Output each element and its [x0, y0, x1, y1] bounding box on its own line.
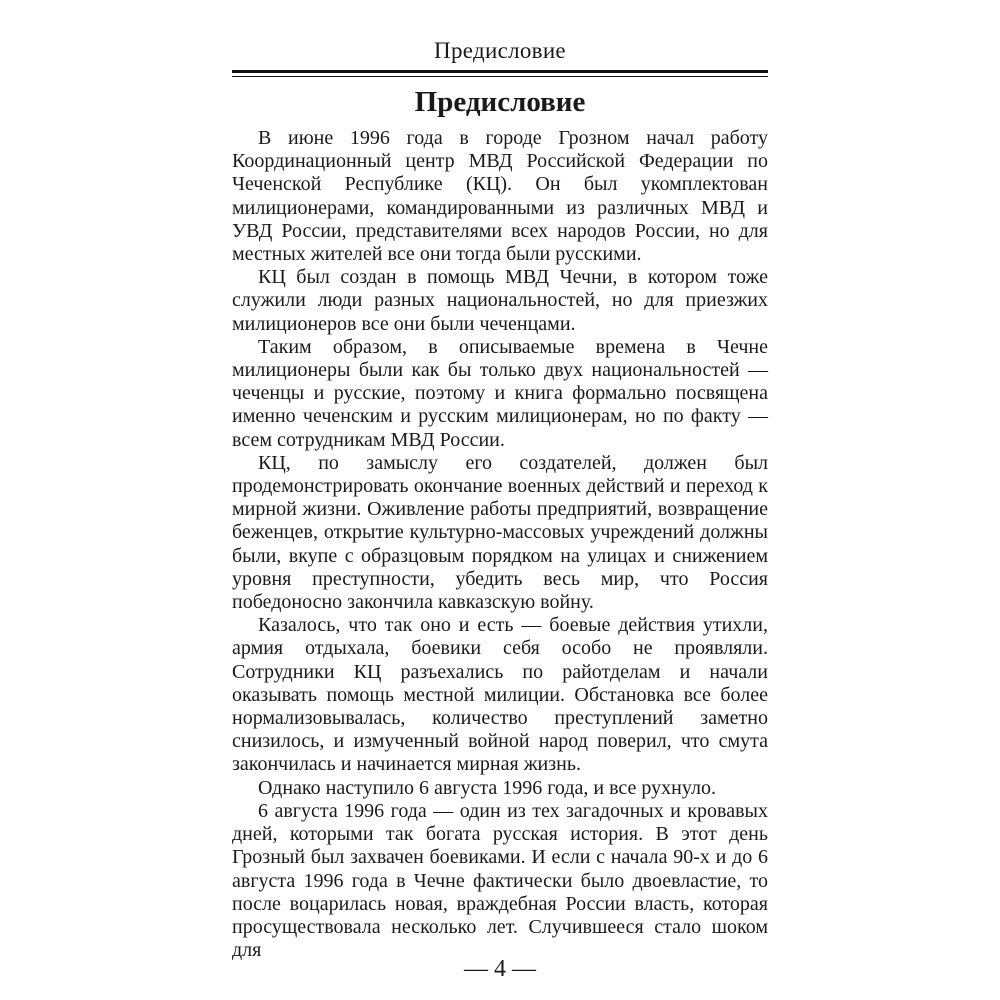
- paragraph: КЦ, по замыслу его создателей, должен был продемонстрировать окончание военных действий и переход к мирной жизни. Оживление работы предприятий, возвращение беженцев, открытие культурно-массовых учреждений должны были, вкупе с образцовым порядком на улицах и снижением уровня преступности, убедить весь мир, что Россия победоносно закончила кавказскую войну.: [232, 451, 768, 614]
- paragraph: КЦ был создан в помощь МВД Чечни, в котором тоже служили люди разных национальностей, но для приезжих милиционеров все они были чеченцами.: [232, 266, 768, 335]
- paragraph: Таким образом, в описываемые времена в Чечне милиционеры были как бы только двух национальностей — чеченцы и русские, поэтому и книга формально посвящена именно чеченским и русским милиционерам, но по факту — всем сотрудникам МВД России.: [232, 335, 768, 451]
- running-head: Предисловие: [434, 38, 566, 63]
- header-rule-thin: [232, 76, 768, 77]
- paragraph: Казалось, что так оно и есть — боевые действия утихли, армия отдыхала, боевики себя особо не проявляли. Сотрудники КЦ разъехались по райотделам и начали оказывать помощь местной милиции. Обстановка все более нормализовывалась, количество преступлений заметно снизилось, и измученный войной народ поверил, что смута закончилась и начинается мирная жизнь.: [232, 614, 768, 776]
- page-number: — 4 —: [464, 956, 536, 982]
- paragraph: Однако наступило 6 августа 1996 года, и все рухнуло.: [258, 776, 716, 799]
- paragraph: 6 августа 1996 года — один из тех загадочных и кровавых дней, которыми так богата русская история. В этот день Грозный был захвачен боевиками. И если с начала 90-х и до 6 августа 1996 года в Чечне фактически было двоевластие, то после воцарилась новая, враждебная России власть, которая просуществовала несколько лет. Случившееся стало шоком для: [232, 799, 768, 962]
- body-text: [232, 127, 768, 962]
- header-rule-thick: [232, 70, 768, 73]
- paragraph: В июне 1996 года в городе Грозном начал работу Координационный центр МВД Российской Федерации по Чеченской Республике (КЦ). Он был укомплектован милиционерами, командированными из различных МВД и УВД России, представителями всех народов России, но для местных жителей все они тогда были русскими.: [232, 127, 768, 266]
- chapter-title: Предисловие: [414, 86, 586, 118]
